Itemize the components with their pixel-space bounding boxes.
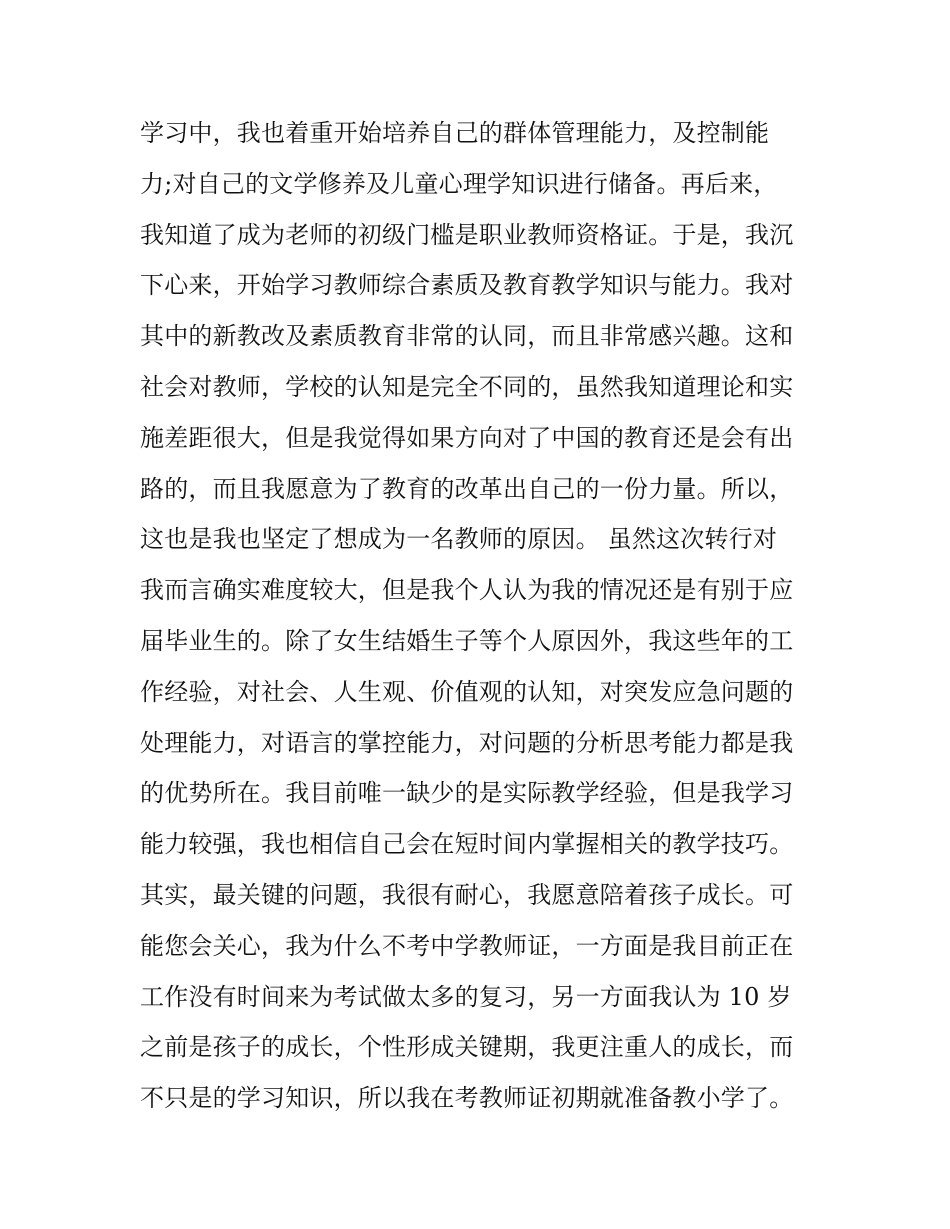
text-line: 我而言确实难度较大，但是我个人认为我的情况还是有别于应 <box>140 576 794 605</box>
text-line: 能力较强，我也相信自己会在短时间内掌握相关的教学技巧。 <box>140 830 794 859</box>
text-line: 力;对自己的文学修养及儿童心理学知识进行储备。再后来， <box>140 169 778 198</box>
text-line: 下心来，开始学习教师综合素质及教育教学知识与能力。我对 <box>140 271 794 300</box>
text-line: 施差距很大，但是我觉得如果方向对了中国的教育还是会有出 <box>140 423 794 452</box>
text-line: 能您会关心，我为什么不考中学教师证，一方面是我目前正在 <box>140 931 794 960</box>
text-line: 作经验，对社会、人生观、价值观的认知，对突发应急问题的 <box>140 677 794 706</box>
text-line: 路的，而且我愿意为了教育的改革出自己的一份力量。所以， <box>140 474 794 503</box>
text-line: 我知道了成为老师的初级门槛是职业教师资格证。于是，我沉 <box>140 220 794 249</box>
text-line: 其实，最关键的问题，我很有耐心，我愿意陪着孩子成长。可 <box>140 880 794 909</box>
text-line: 处理能力，对语言的掌控能力，对问题的分析思考能力都是我 <box>140 728 794 757</box>
text-line: 工作没有时间来为考试做太多的复习，另一方面我认为 10 岁 <box>140 982 792 1011</box>
text-line: 届毕业生的。除了女生结婚生子等个人原因外，我这些年的工 <box>140 626 794 655</box>
text-line: 之前是孩子的成长，个性形成关键期，我更注重人的成长，而 <box>140 1033 794 1062</box>
text-line: 这也是我也坚定了想成为一名教师的原因。 虽然这次转行对 <box>140 525 778 554</box>
text-line: 社会对教师，学校的认知是完全不同的，虽然我知道理论和实 <box>140 372 794 401</box>
text-line: 的优势所在。我目前唯一缺少的是实际教学经验，但是我学习 <box>140 779 794 808</box>
text-line: 其中的新教改及素质教育非常的认同，而且非常感兴趣。这和 <box>140 322 794 351</box>
text-line: 不只是的学习知识，所以我在考教师证初期就准备教小学了。 <box>140 1084 794 1113</box>
body-paragraph <box>140 108 820 1124</box>
text-line: 学习中，我也着重开始培养自己的群体管理能力，及控制能 <box>140 119 770 147</box>
